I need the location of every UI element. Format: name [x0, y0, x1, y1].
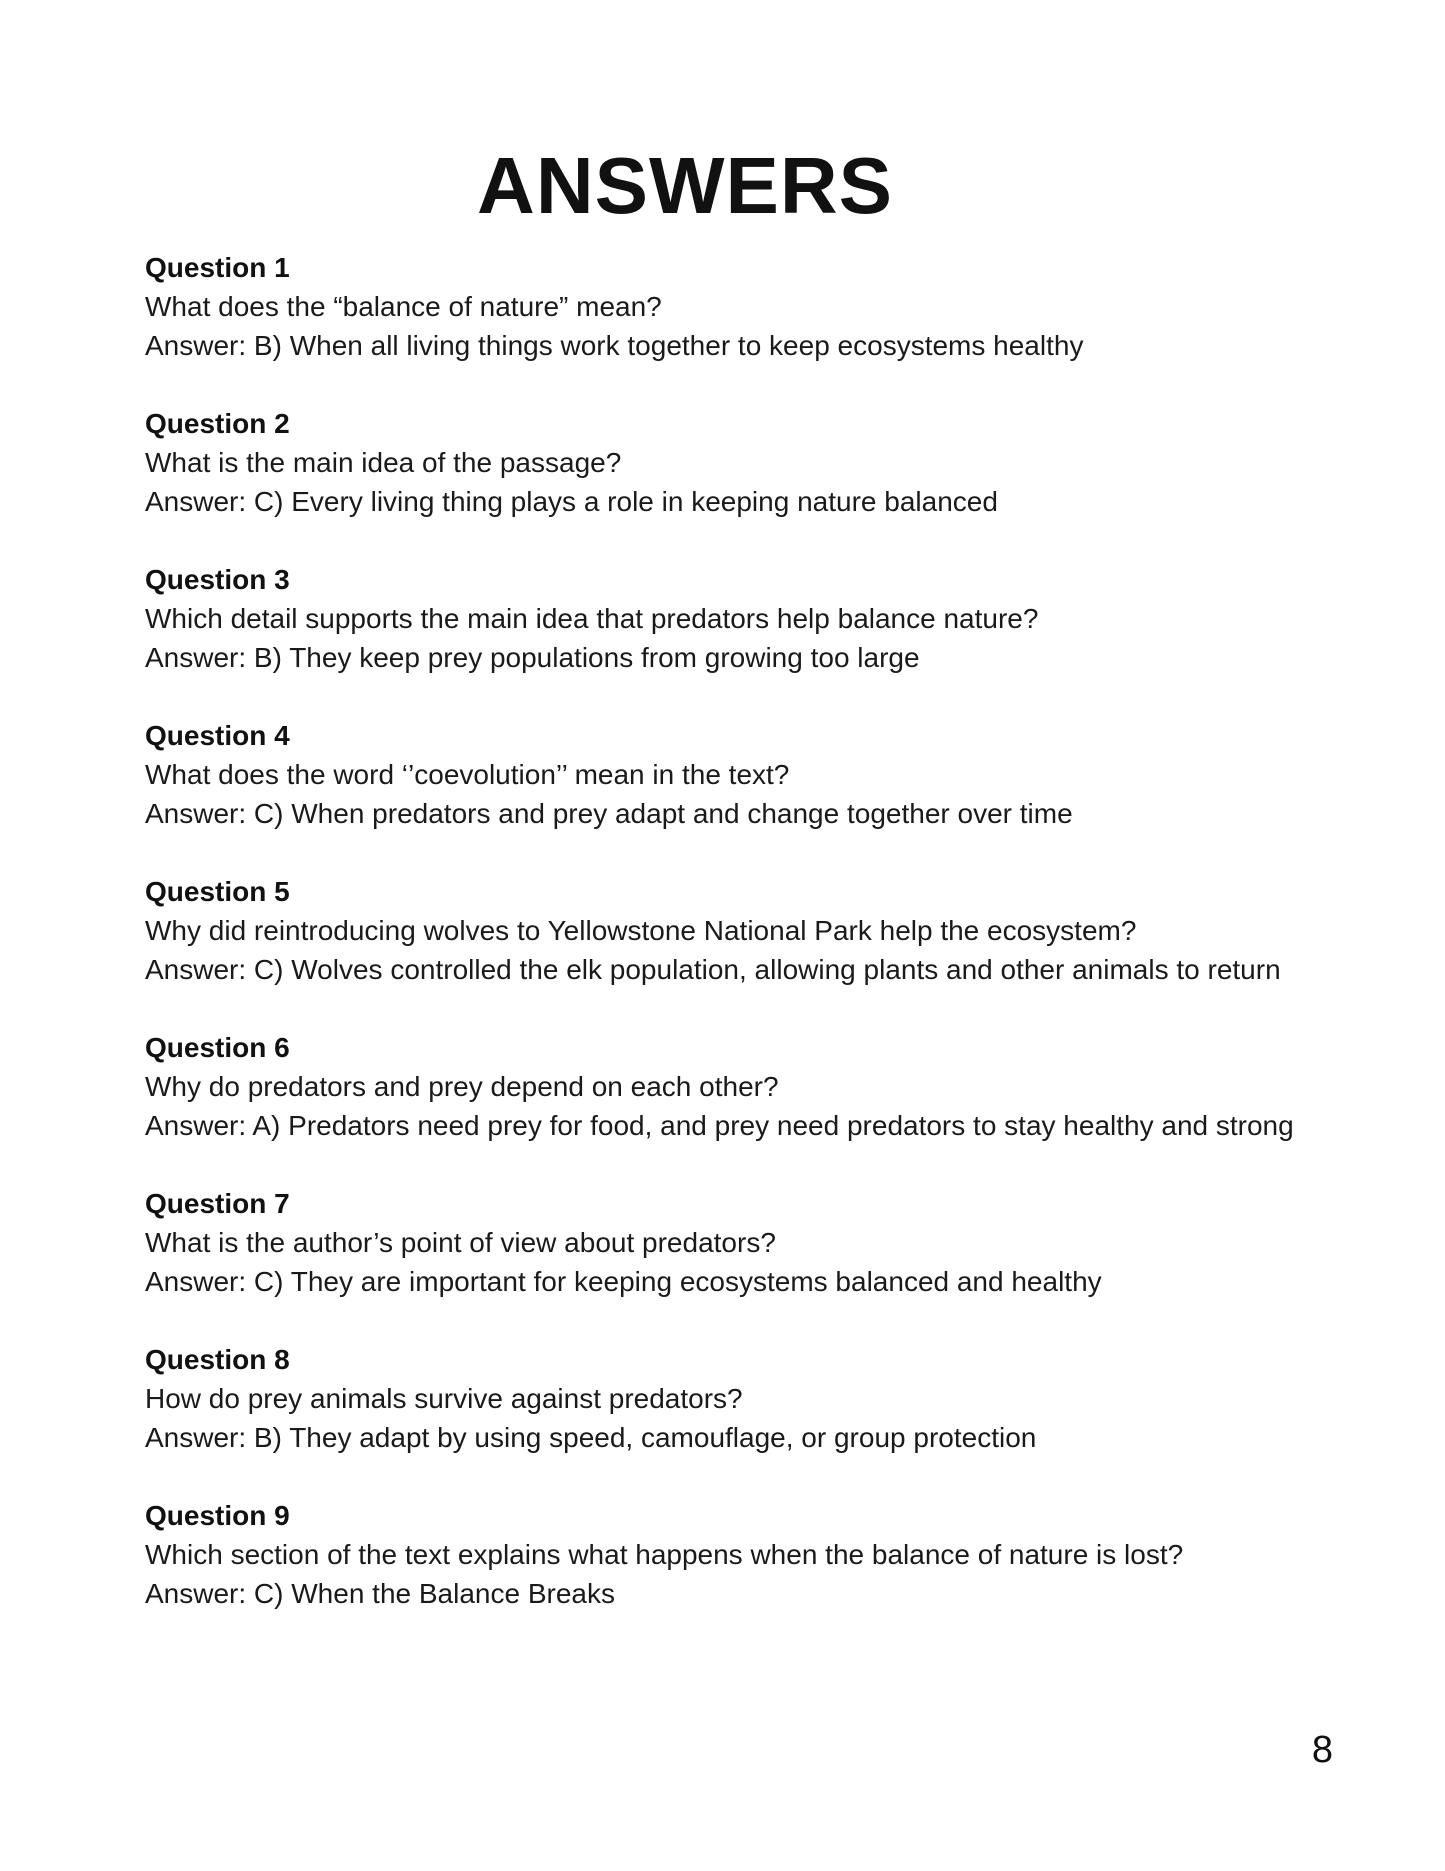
question-heading: Question 9 [145, 1500, 290, 1531]
question-block-3 [145, 560, 1325, 677]
question-heading: Question 6 [145, 1032, 290, 1063]
answer-text: Answer: B) They keep prey populations from growing too large [145, 642, 920, 673]
question-text: What is the main idea of the passage? [145, 447, 622, 478]
answer-text: Answer: C) They are important for keeping ecosystems balanced and healthy [145, 1266, 1102, 1297]
question-text: How do prey animals survive against predators? [145, 1383, 743, 1414]
question-block-8 [145, 1340, 1325, 1457]
question-text: What does the “balance of nature” mean? [145, 291, 662, 322]
question-text: Which detail supports the main idea that predators help balance nature? [145, 603, 1039, 634]
answer-text: Answer: B) When all living things work together to keep ecosystems healthy [145, 330, 1084, 361]
question-text: Why did reintroducing wolves to Yellowstone National Park help the ecosystem? [145, 915, 1137, 946]
answer-text: Answer: C) When predators and prey adapt and change together over time [145, 798, 1073, 829]
question-block-7 [145, 1184, 1325, 1301]
question-block-6 [145, 1028, 1325, 1145]
question-block-1 [145, 248, 1325, 365]
answer-text: Answer: B) They adapt by using speed, camouflage, or group protection [145, 1422, 1037, 1453]
question-text: Why do predators and prey depend on each other? [145, 1071, 779, 1102]
question-heading: Question 5 [145, 876, 290, 907]
question-block-5 [145, 872, 1325, 989]
question-text: What is the author’s point of view about predators? [145, 1227, 776, 1258]
question-heading: Question 3 [145, 564, 290, 595]
question-heading: Question 2 [145, 408, 290, 439]
question-block-2 [145, 404, 1325, 521]
question-heading: Question 8 [145, 1344, 290, 1375]
question-block-9 [145, 1496, 1325, 1613]
answer-text: Answer: A) Predators need prey for food, and prey need predators to stay healthy and strong [145, 1110, 1294, 1141]
answer-text: Answer: C) Wolves controlled the elk population, allowing plants and other animals to return [145, 954, 1281, 985]
answers-list [145, 248, 1325, 1652]
page-title: ANSWERS [477, 141, 893, 230]
question-block-4 [145, 716, 1325, 833]
answer-text: Answer: C) When the Balance Breaks [145, 1578, 615, 1609]
question-heading: Question 7 [145, 1188, 290, 1219]
question-text: Which section of the text explains what happens when the balance of nature is lost? [145, 1539, 1184, 1570]
question-heading: Question 4 [145, 720, 290, 751]
question-text: What does the word ‘’coevolution’’ mean in the text? [145, 759, 790, 790]
answer-text: Answer: C) Every living thing plays a role in keeping nature balanced [145, 486, 998, 517]
question-heading: Question 1 [145, 252, 290, 283]
page-number: 8 [1311, 1729, 1333, 1771]
